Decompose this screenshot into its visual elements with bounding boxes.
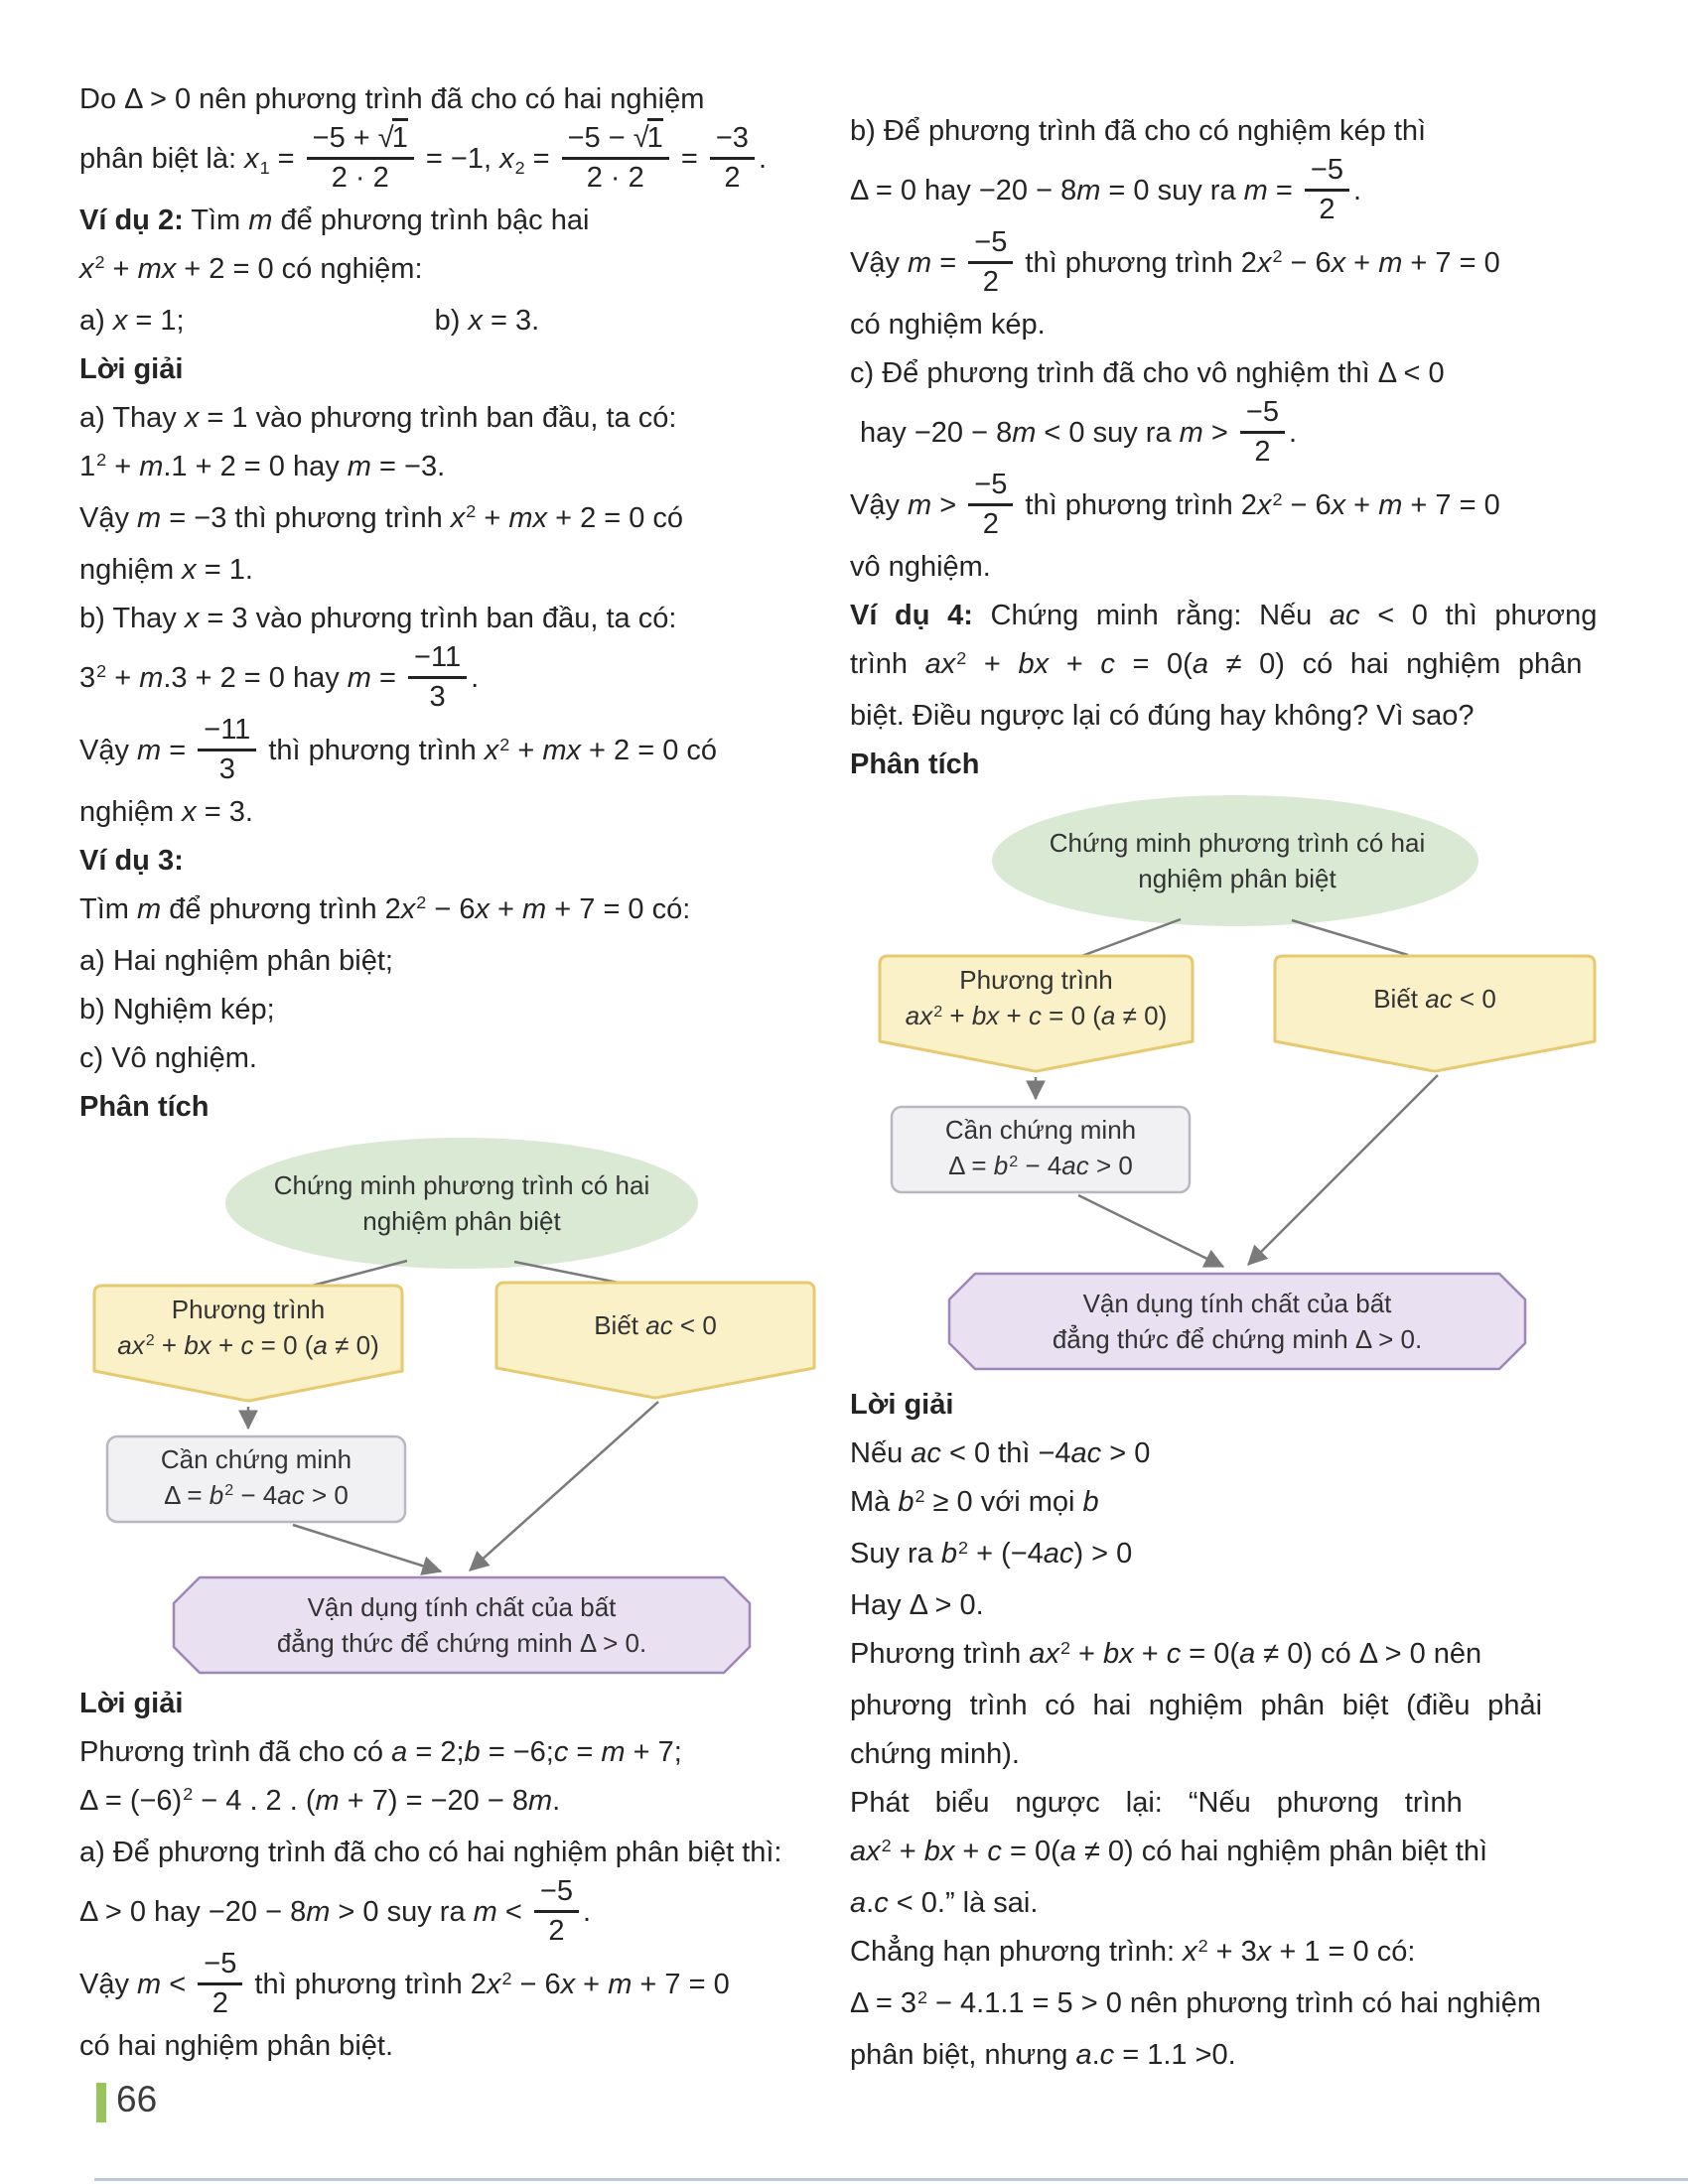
node-text: Vận dụng tính chất của bất <box>307 1592 617 1623</box>
prove-node <box>107 1438 405 1520</box>
col-right-line-16: Mà $b^2 \ge 0$ với mọi b <box>850 1485 1099 1519</box>
col-left-line-7: a) Thay x = 1 vào phương trình ban đầu, ta có: <box>79 402 677 435</box>
col-right-line-9: Ví dụ 4: Chứng minh rằng: Nếu ac < 0 thì phương <box>850 600 1598 632</box>
fraction: $\frac{-5}{2}$ <box>968 226 1013 299</box>
col-right-line-2: Δ = 0 hay −20 − 8m = 0 suy ra m = $\frac{-5}{2}$ . <box>850 154 1362 226</box>
col-right-line-14: Lời giải <box>850 1389 954 1422</box>
col-left-line-13: Vậy m = $\frac{-11}{3}$ thì phương trình $x^2$ + mx + 2 = 0 có <box>79 714 718 786</box>
col-left-line-24: $\Delta = (-6)^2 - 4$ . 2 . (m + 7) = −20 − 8m. <box>79 1784 561 1818</box>
square-root: √1 <box>633 118 663 154</box>
col-right-line-4: có nghiệm kép. <box>850 309 1046 341</box>
arrow-known-to-apply <box>470 1402 658 1570</box>
square-root: √1 <box>378 118 408 154</box>
col-left-line-1: Do Δ > 0 nên phương trình đã cho có hai nghiệm <box>79 83 705 115</box>
col-left-line-9: Vậy m = −3 thì phương trình $x^2$ + mx + 2 = 0 có <box>79 501 684 535</box>
col-right-line-23: $ax^2$ + bx + c = 0(a ≠ 0) có hai nghiệm phân biệt thì <box>850 1835 1488 1868</box>
node-text: Phương trình <box>959 965 1113 996</box>
col-left-line-20: Phân tích <box>79 1091 210 1124</box>
col-left-line-22: Lời giải <box>79 1688 184 1720</box>
col-left-line-4: $x^2$ + mx + 2 = 0 có nghiệm: <box>79 252 423 286</box>
col-right-line-26: $\Delta = 3^2 - 4.1.1 = 5 > 0$ nên phương trình có hai nghiệm <box>850 1986 1542 2020</box>
fraction: $\frac{-5 - √1}{2 \cdot 2}$ <box>562 122 669 195</box>
col-right-line-25: Chẳng hạn phương trình: $x^2 + 3x + 1 = 0$ có: <box>850 1935 1416 1969</box>
col-right-line-6: hay −20 − 8m < 0 suy ra m > $\frac{-5}{2}$ . <box>860 396 1298 469</box>
col-right-line-7: Vậy m > $\frac{-5}{2}$ thì phương trình $2x^2 - 6x + m + 7 = 0$ <box>850 469 1500 541</box>
node-text: Cần chứng minh <box>160 1444 352 1475</box>
col-left-line-19: c) Vô nghiệm. <box>79 1042 257 1075</box>
fraction: $\frac{-11}{3}$ <box>198 714 256 786</box>
arrow-prove-to-apply <box>1078 1195 1223 1267</box>
col-right-line-17: Suy ra $b^2 + (-4ac) > 0$ <box>850 1537 1133 1570</box>
equation-node <box>94 1288 402 1371</box>
arrow-prove-to-apply <box>293 1525 441 1571</box>
col-right-line-27: phân biệt, nhưng a.c = 1.1 >0. <box>850 2039 1236 2072</box>
col-right-line-18: Hay Δ > 0. <box>850 1589 984 1622</box>
page-bottom-edge <box>94 2178 1688 2181</box>
col-right-line-8: vô nghiệm. <box>850 551 991 584</box>
fraction: $\frac{-5}{2}$ <box>968 469 1013 541</box>
col-left-line-3: Ví dụ 2: Tìm m để phương trình bậc hai <box>79 205 590 237</box>
node-text: $\Delta = b^2 - 4ac > 0$ <box>948 1151 1133 1181</box>
col-right-line-12: Phân tích <box>850 749 980 781</box>
node-text: đẳng thức để chứng minh Δ > 0. <box>276 1628 647 1659</box>
apply-node <box>949 1277 1525 1366</box>
col-right-line-1: b) Để phương trình đã cho có nghiệm kép thì <box>850 115 1427 147</box>
prove-node <box>892 1109 1190 1190</box>
col-left-line-10: nghiệm x = 1. <box>79 554 253 587</box>
node-text: Biết ac < 0 <box>1373 984 1496 1015</box>
known-node <box>496 1283 814 1368</box>
goal-node <box>228 1142 695 1265</box>
fraction: $\frac{-5}{2}$ <box>1305 154 1349 226</box>
col-right-line-21: chứng minh). <box>850 1738 1020 1771</box>
node-text: nghiệm phân biệt <box>362 1206 561 1237</box>
node-text: Phương trình <box>171 1295 326 1325</box>
col-left-line-18: b) Nghiệm kép; <box>79 994 275 1026</box>
col-left-line-25: a) Để phương trình đã cho có hai nghiệm phân biệt thì: <box>79 1837 782 1869</box>
col-left-line-27: Vậy m < $\frac{-5}{2}$ thì phương trình $2x^2 - 6x + m + 7 = 0$ <box>79 1948 730 2020</box>
fraction: $\frac{-5 + √1}{2 \cdot 2}$ <box>307 122 414 195</box>
fraction: $\frac{-5}{2}$ <box>198 1948 242 2020</box>
node-text: $\Delta = b^2 - 4ac > 0$ <box>164 1480 349 1511</box>
col-left-line-11: b) Thay x = 3 vào phương trình ban đầu, ta có: <box>79 603 677 635</box>
col-right-line-11: biệt. Điều ngược lại có đúng hay không? Vì sao? <box>850 700 1475 733</box>
apply-node <box>174 1580 750 1670</box>
flowchart-vi-du-3 <box>79 1132 819 1680</box>
col-left-line-12: $3^2 + m.3 + 2 = 0$ hay m = $\frac{-11}{3}$ . <box>79 641 480 714</box>
col-right-line-20: phương trình có hai nghiệm phân biệt (điều phải <box>850 1690 1543 1722</box>
col-left-line-26: Δ > 0 hay −20 − 8m > 0 suy ra m < $\frac{-5}{2}$ . <box>79 1875 592 1948</box>
col-left-line-23: Phương trình đã cho có a = 2;b = −6;c = m + 7; <box>79 1736 682 1769</box>
col-left-line-5: a) x = 1; b) x = 3. <box>79 305 540 338</box>
node-text: đẳng thức để chứng minh Δ > 0. <box>1052 1324 1423 1355</box>
col-right-line-5: c) Để phương trình đã cho vô nghiệm thì Δ < 0 <box>850 357 1445 390</box>
col-left-line-14: nghiệm x = 3. <box>79 796 253 829</box>
node-text: Vận dụng tính chất của bất <box>1082 1289 1392 1319</box>
equation-node <box>880 958 1193 1041</box>
node-text: $ax^2$ + bx + c = 0 (a ≠ 0) <box>905 1001 1168 1031</box>
node-text: Chứng minh phương trình có hai <box>1049 828 1426 859</box>
node-text: Biết ac < 0 <box>594 1310 717 1341</box>
col-left-line-8: $1^2 + m.1 + 2 = 0$ hay m = −3. <box>79 450 446 483</box>
fraction: $\frac{-11}{3}$ <box>408 641 467 714</box>
col-right-line-10: trình $ax^2$ + bx + c = 0(a ≠ 0) có hai nghiệm phân <box>850 647 1583 681</box>
fraction: $\frac{-3}{2}$ <box>710 122 755 195</box>
fraction: $\frac{-5}{2}$ <box>534 1875 579 1948</box>
col-right-line-19: Phương trình $ax^2$ + bx + c = 0(a ≠ 0) có Δ > 0 nên <box>850 1637 1482 1671</box>
col-left-line-16: Tìm m để phương trình $2x^2 - 6x + m + 7 = 0$ có: <box>79 892 691 926</box>
connector-goal-to-known <box>1292 920 1408 955</box>
node-text: $ax^2$ + bx + c = 0 (a ≠ 0) <box>117 1330 379 1361</box>
col-left-line-17: a) Hai nghiệm phân biệt; <box>79 945 393 978</box>
col-left-line-28: có hai nghiệm phân biệt. <box>79 2030 393 2063</box>
col-right-line-24: a.c < 0.” là sai. <box>850 1887 1039 1920</box>
col-left-line-2: phân biệt là: x1 = $\frac{-5 + √1}{2 \cdot 2}$ = −1, x2 = $\frac{-5 - √1}{2 \cdot 2}$ = $\frac{-3}{2}$ . <box>79 124 819 197</box>
col-right-line-22: Phát biểu ngược lại: “Nếu phương trình <box>850 1787 1463 1820</box>
arrow-known-to-apply <box>1248 1075 1438 1265</box>
col-left-line-15: Ví dụ 3: <box>79 845 184 878</box>
col-right-line-15: Nếu ac < 0 thì −4ac > 0 <box>850 1437 1151 1470</box>
node-text: Cần chứng minh <box>944 1115 1137 1146</box>
col-left-line-6: Lời giải <box>79 353 184 386</box>
node-text: Chứng minh phương trình có hai <box>273 1170 650 1201</box>
node-text: nghiệm phân biệt <box>1138 864 1336 894</box>
known-node <box>1275 956 1595 1041</box>
left-column <box>79 75 819 2071</box>
connector-goal-to-equation <box>1076 919 1181 958</box>
flowchart-vi-du-4 <box>850 789 1624 1381</box>
page-number-bar <box>96 2083 106 2122</box>
right-column <box>850 107 1624 2080</box>
col-right-line-3: Vậy m = $\frac{-5}{2}$ thì phương trình $2x^2 - 6x + m + 7 = 0$ <box>850 226 1500 299</box>
goal-node <box>999 799 1476 922</box>
page-number: 66 <box>116 2079 158 2119</box>
fraction: $\frac{-5}{2}$ <box>1240 396 1285 469</box>
